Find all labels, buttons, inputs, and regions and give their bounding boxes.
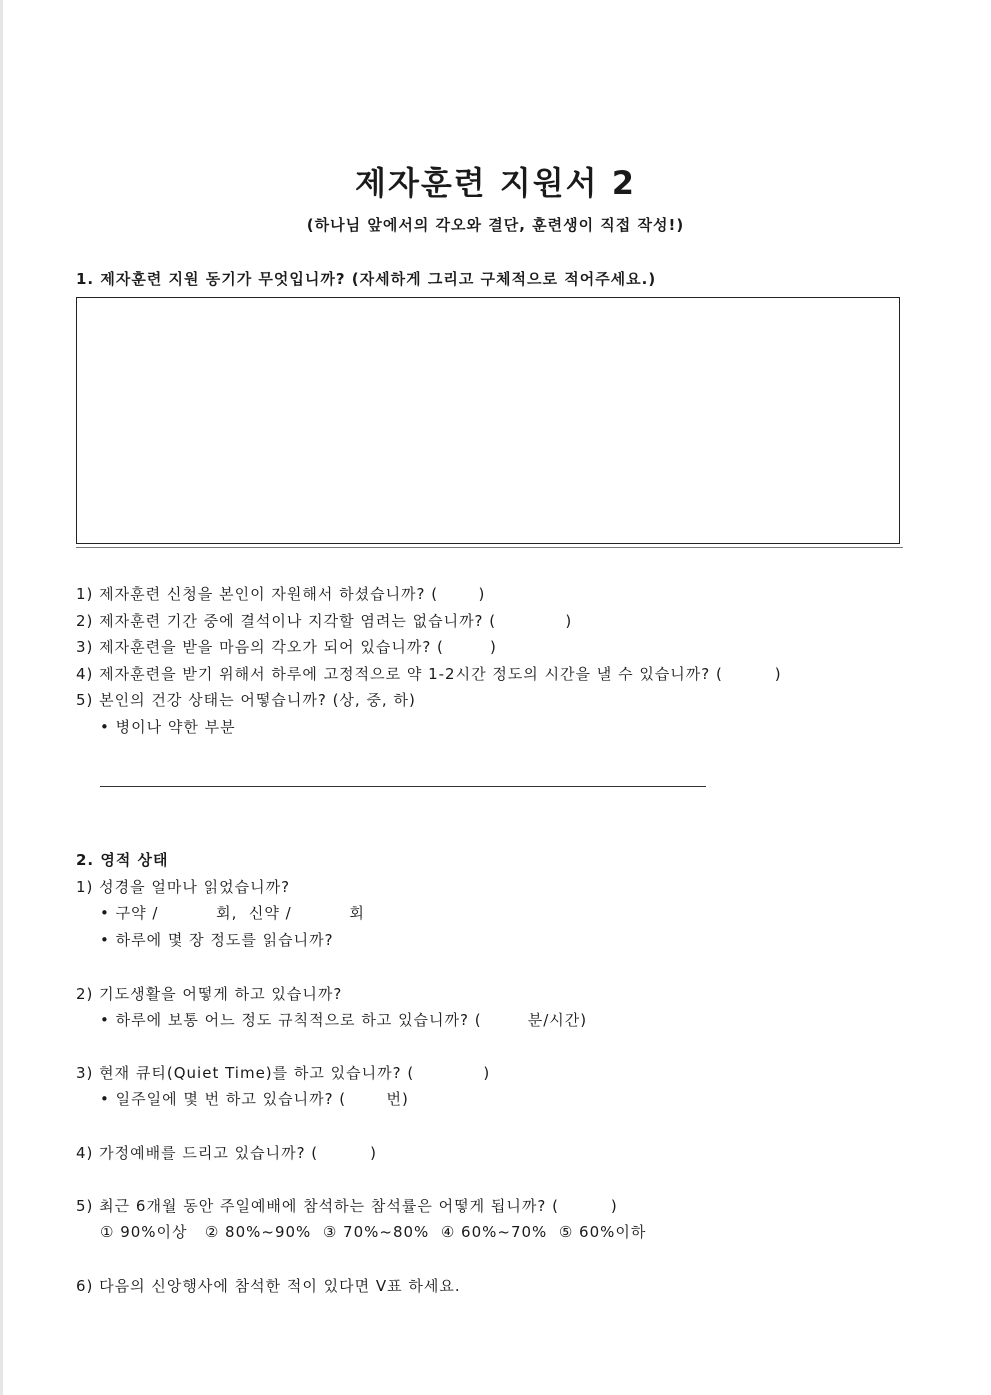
s2-line-1: 1) 성경을 얼마나 읽었습니까? — [76, 878, 291, 896]
s2-line-8: 4) 가정예배를 드리고 있습니까? ( ) — [76, 1144, 377, 1162]
s2-line-10: ① 90%이상 ② 80%~90% ③ 70%~80% ④ 60%~70% ⑤ 60%이하 — [100, 1223, 647, 1241]
s1-question-1: 1) 제자훈련 신청을 본인이 자원해서 하셨습니까? ( ) — [76, 585, 486, 603]
page-title: 제자훈련 지원서 2 — [355, 164, 636, 202]
s2-line-6: 3) 현재 큐티(Quiet Time)를 하고 있습니까? ( ) — [76, 1064, 491, 1082]
section1-heading: 1. 제자훈련 지원 동기가 무엇입니까? (자세하게 그리고 구체적으로 적어주세요.) — [76, 270, 657, 288]
s1-question-5: 5) 본인의 건강 상태는 어떻습니까? (상, 중, 하) — [76, 691, 416, 709]
s1-question-2: 2) 제자훈련 기간 중에 결석이나 지각할 염려는 없습니까? ( ) — [76, 612, 573, 630]
s1-sub-bullet: • 병이나 약한 부분 — [100, 718, 236, 736]
s2-line-4: 2) 기도생활을 어떻게 하고 있습니까? — [76, 985, 343, 1003]
s2-line-5: • 하루에 보통 어느 정도 규칙적으로 하고 있습니까? ( 분/시간) — [100, 1011, 588, 1029]
s2-line-2: • 구약 / 회, 신약 / 회 — [100, 904, 365, 922]
s1-question-3: 3) 제자훈련을 받을 마음의 각오가 되어 있습니까? ( ) — [76, 638, 497, 656]
s1-question-4: 4) 제자훈련을 받기 위해서 하루에 고정적으로 약 1-2시간 정도의 시간을 낼 수 있습니까? ( ) — [76, 665, 782, 683]
health-answer-line[interactable] — [100, 786, 706, 787]
page-subtitle: (하나님 앞에서의 각오와 결단, 훈련생이 직접 작성!) — [306, 216, 685, 234]
page-left-edge — [0, 0, 3, 1395]
s2-line-11: 6) 다음의 신앙행사에 참석한 적이 있다면 V표 하세요. — [76, 1277, 461, 1295]
answer-box-underline — [76, 547, 903, 548]
s2-line-9: 5) 최근 6개월 동안 주일예배에 참석하는 참석률은 어떻게 됩니까? ( ) — [76, 1197, 618, 1215]
s2-line-3: • 하루에 몇 장 정도를 읽습니까? — [100, 931, 334, 949]
motivation-answer-box[interactable] — [76, 297, 900, 544]
section2-heading: 2. 영적 상태 — [76, 851, 169, 869]
s2-line-7: • 일주일에 몇 번 하고 있습니까? ( 번) — [100, 1090, 409, 1108]
